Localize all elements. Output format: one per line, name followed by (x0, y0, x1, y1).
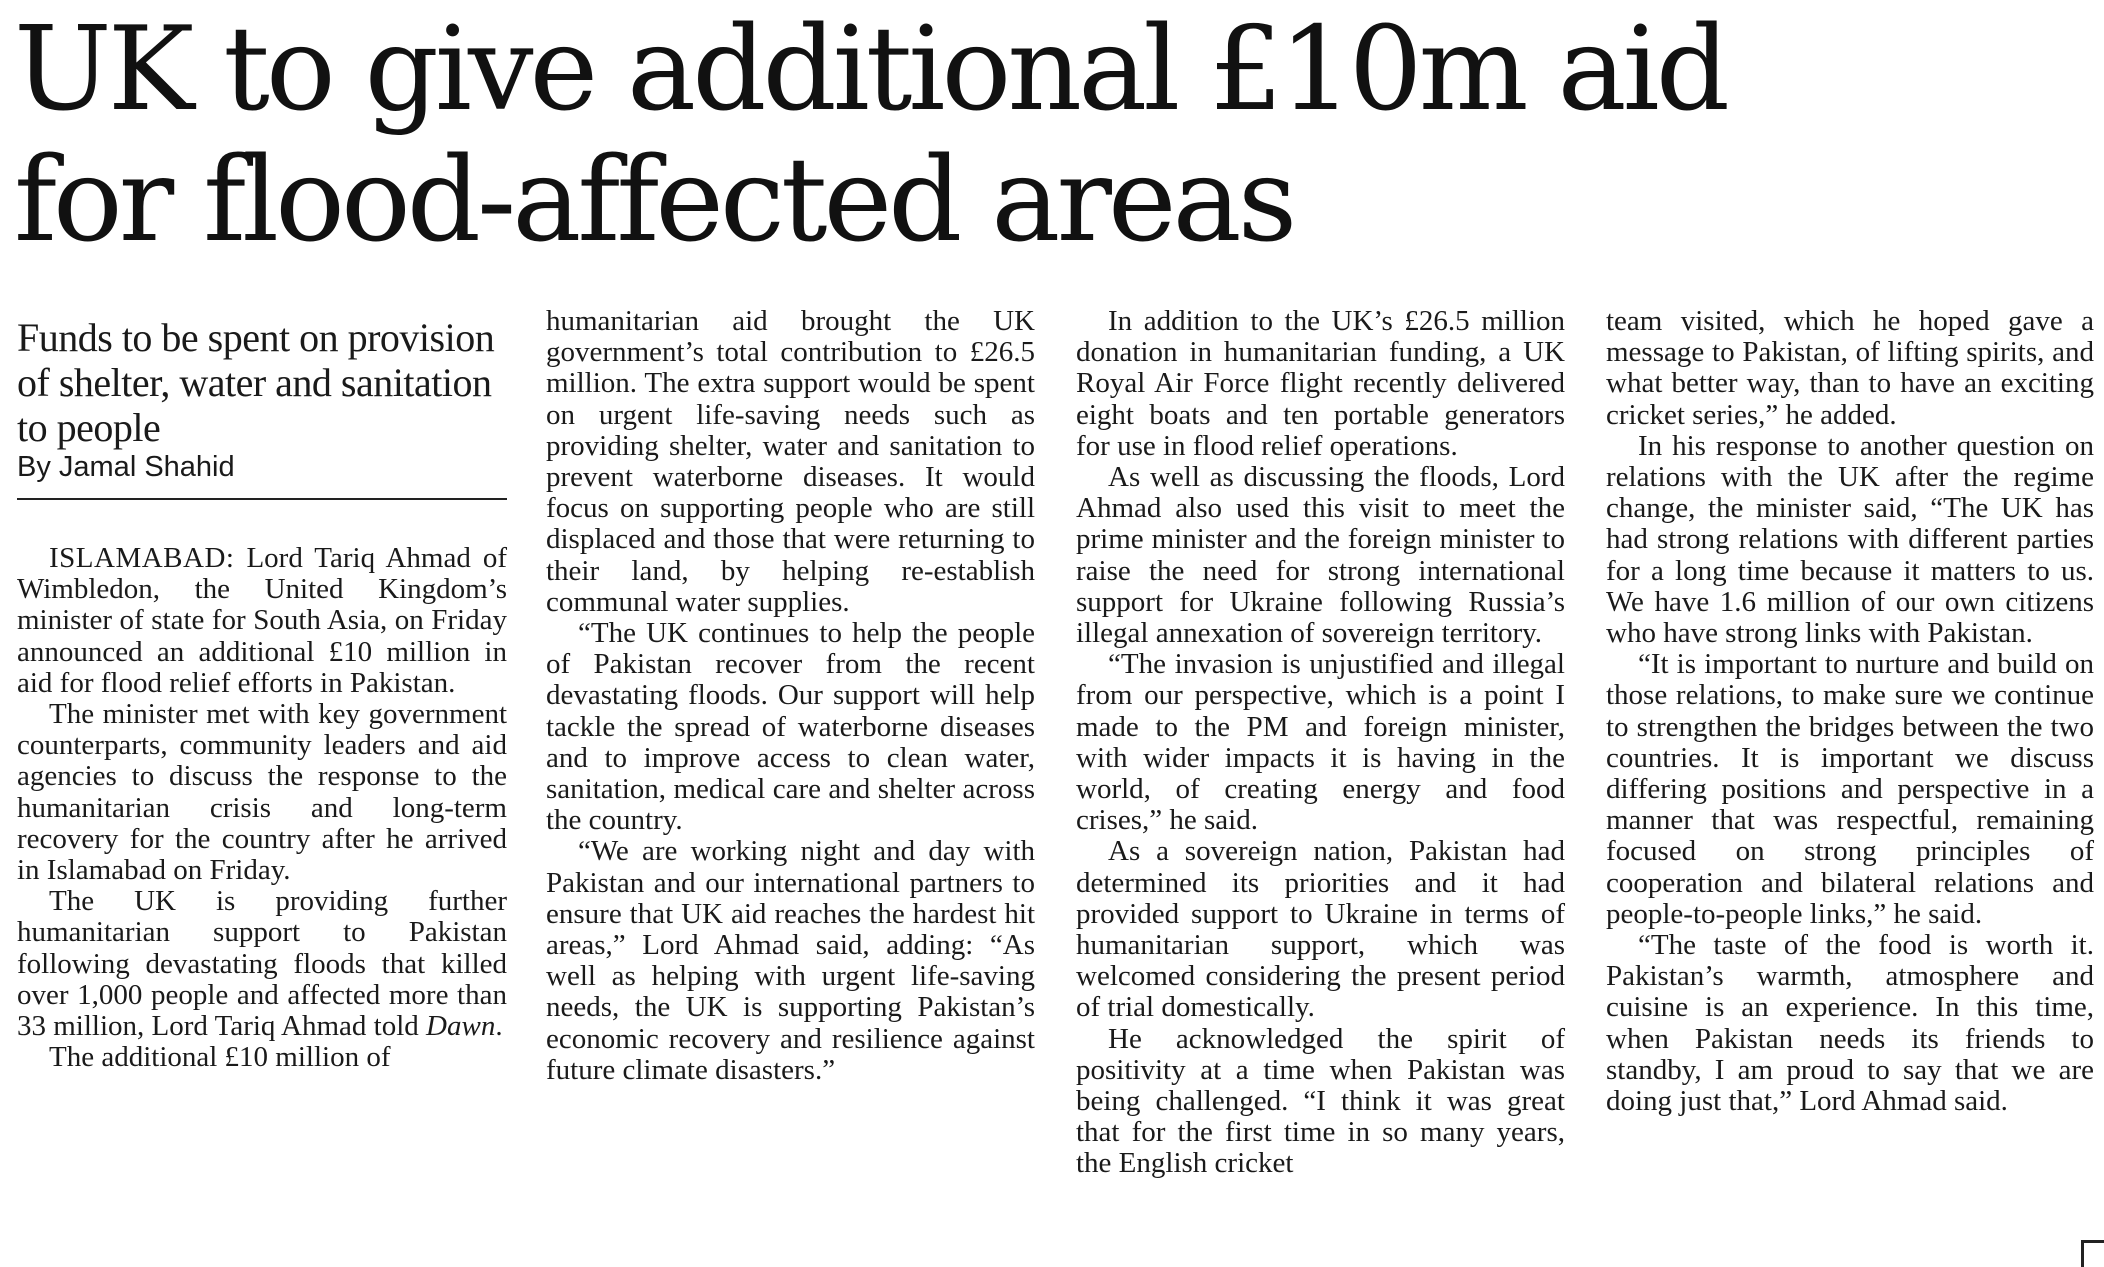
subheadline: Funds to be spent on provision of shelter, water and sanitation to people (17, 315, 495, 450)
paragraph: “The taste of the food is worth it. Pakistan’s warmth, atmosphere and cuisine is an experience. In this time, when Pakistan needs its friends to standby, I am proud to say that we are doing just that,” Lord Ahmad said. (1606, 929, 2094, 1118)
article-column-4 (1606, 306, 2094, 1117)
article-column-3 (1076, 306, 1565, 1180)
paragraph: The minister met with key government counterparts, community leaders and aid agencies to discuss the response to the humanitarian crisis and long-term recovery for the country after he arrived in Islamabad on Friday. (17, 698, 507, 887)
paragraph: As well as discussing the floods, Lord Ahmad also used this visit to meet the prime minister and the foreign minister to raise the need for strong international support for Ukraine following Russia’s illegal annexation of sovereign territory. (1076, 461, 1565, 650)
paragraph: In his response to another question on relations with the UK after the regime change, the minister said, “The UK has had strong relations with different parties for a long time because it matters to us. We have 1.6 million of our own citizens who have strong links with Pakistan. (1606, 429, 2094, 650)
paragraph-start: The additional £10 million of (49, 1041, 391, 1074)
corner-marker (2081, 1240, 2104, 1267)
paragraph: “The UK continues to help the people of Pakistan recover from the recent devastating floods. Our support will help tackle the spread of waterborne diseases and to improve access to clean water, sanitation, medical care and shelter across the country. (546, 617, 1035, 837)
paragraph-text: . (495, 1010, 503, 1043)
paragraph-text: The UK is providing further humanitarian support to Pakistan following devastating floods that killed over 1,000 people and affected more than 33 million, Lord Tariq Ahmad told (17, 885, 507, 1043)
paragraph (17, 886, 507, 1042)
paragraph (17, 543, 507, 699)
headline-line-2: for flood-affected areas (14, 133, 1294, 269)
newspaper-name: Dawn (426, 1010, 496, 1043)
article-column-1 (17, 315, 507, 1073)
byline: By Jamal Shahid (17, 451, 235, 483)
headline-line-1: UK to give additional £10m aid (14, 2, 1726, 137)
paragraph: “It is important to nurture and build on those relations, to make sure we continue to strengthen the bridges between the two countries. It is important we discuss differing positions and perspective in a manner that was respectful, remaining focused on strong principles of cooperation and bilateral relations and people-to-people links,” he said. (1606, 648, 2094, 930)
paragraph: “The invasion is unjustified and illegal from our perspective, which is a point I made to the PM and foreign minister, with wider impacts it is having in the world, of creating energy and food crises,” he said. (1076, 648, 1565, 837)
paragraph: As a sovereign nation, Pakistan had determined its priorities and it had provided support to Ukraine in terms of humanitarian support, which was welcomed considering the present period of trial domestically. (1076, 835, 1565, 1024)
paragraph-continuation: team visited, which he hoped gave a message to Pakistan, of lifting spirits, and what better way, than to have an exciting cricket series,” he added. (1606, 305, 2094, 431)
paragraph-start: He acknowledged the spirit of positivity at a time when Pakistan was being challenged. “I think it was great that for the first time in so many years, the English cricket (1076, 1022, 1565, 1180)
dateline: ISLAMABAD: (49, 542, 235, 574)
byline-divider (17, 498, 507, 500)
paragraph-continuation: humanitarian aid brought the UK government’s total contribution to £26.5 million. The extra support would be spent on urgent life-saving needs such as providing shelter, water and sanitation to prevent waterborne diseases. It would focus on supporting people who are still displaced and those that were returning to their land, by helping re-establish communal water supplies. (546, 305, 1035, 618)
headline (14, 2, 2084, 269)
paragraph: “We are working night and day with Pakistan and our international partners to ensure that UK aid reaches the hardest hit areas,” Lord Ahmad said, adding: “As well as helping with urgent life-saving needs, the UK is supporting Pakistan’s economic recovery and resilience against future climate disasters.” (546, 835, 1035, 1086)
article-column-2 (546, 306, 1035, 1086)
paragraph-text: Lord Tariq Ahmad of Wimbledon, the United Kingdom’s minister of state for South Asia, on Friday announced an additional £10 million in aid for flood relief efforts in Pakistan. (17, 542, 507, 699)
paragraph: In addition to the UK’s £26.5 million donation in humanitarian funding, a UK Royal Air Force flight recently delivered eight boats and ten portable generators for use in flood relief operations. (1076, 305, 1565, 462)
